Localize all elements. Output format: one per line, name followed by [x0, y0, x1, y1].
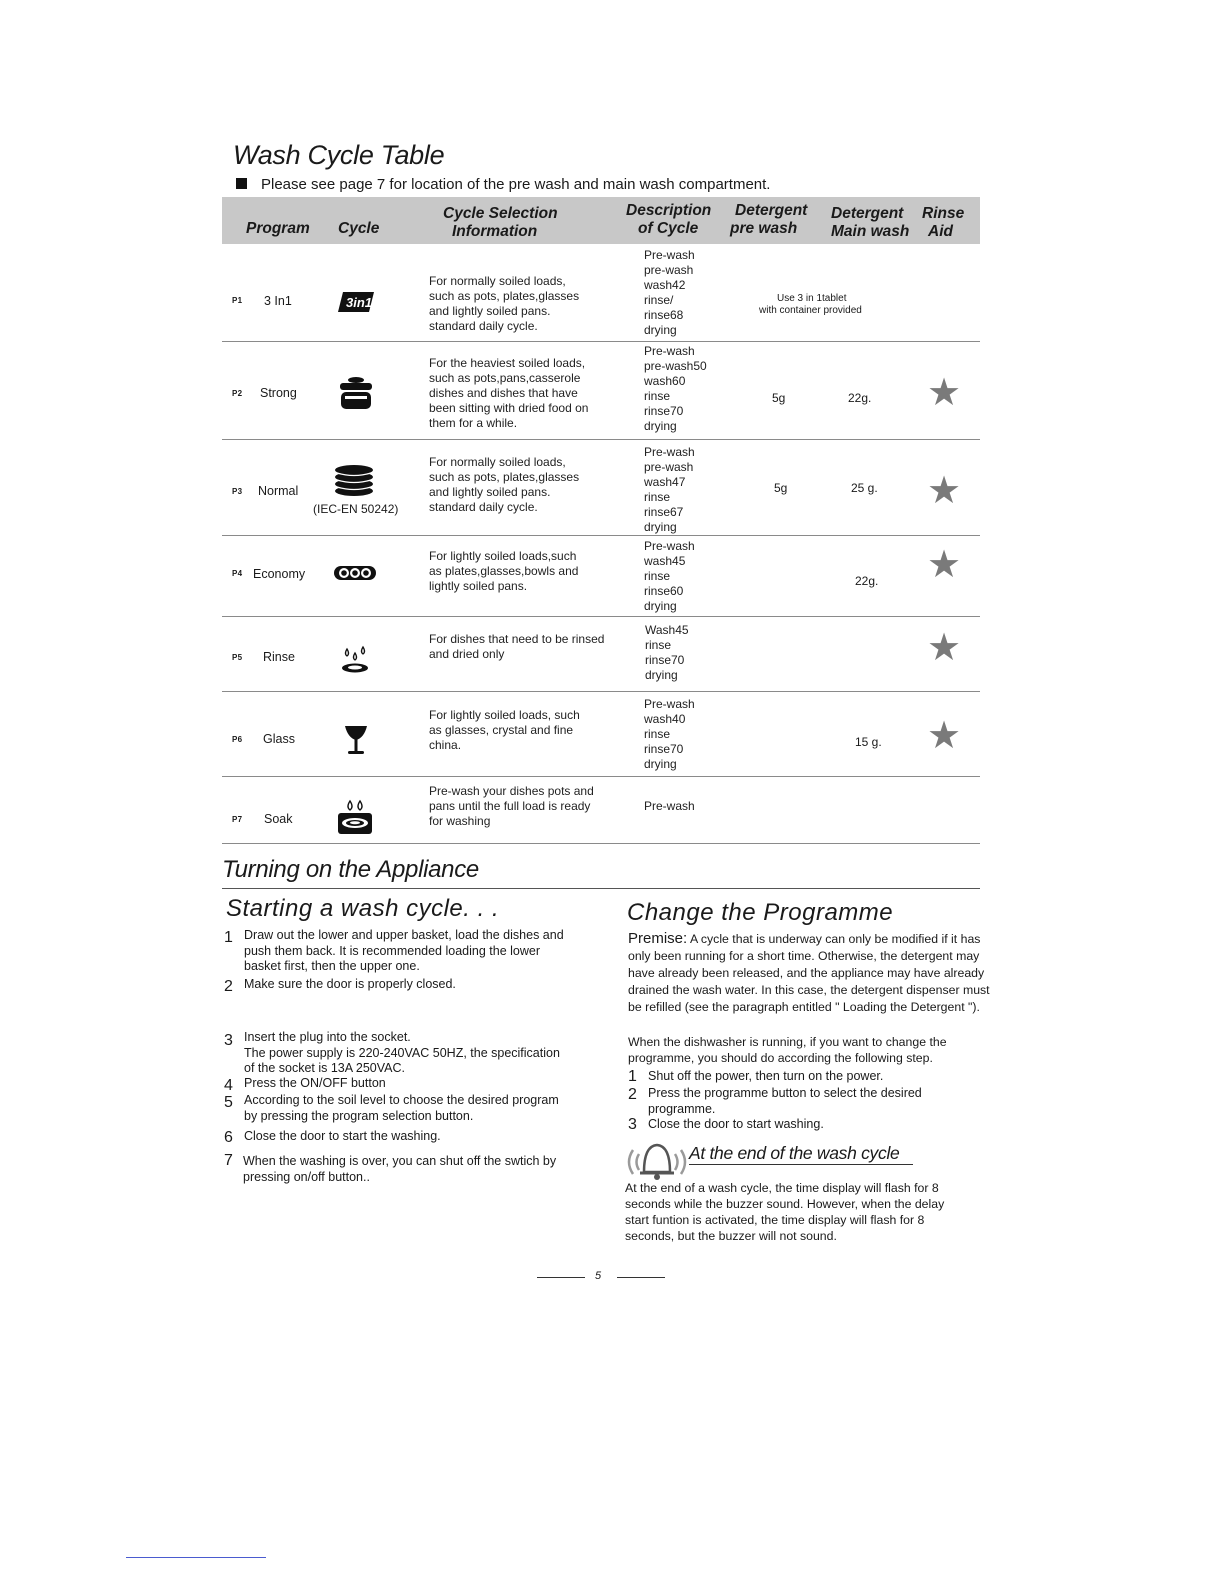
program-name: Economy [253, 567, 306, 581]
table-row-p2 [222, 342, 980, 440]
rinse-aid-star-icon: ★ [927, 544, 962, 586]
step-number: 7 [224, 1152, 233, 1169]
header-main-line1: Detergent [831, 205, 904, 222]
svg-text:3in1: 3in1 [346, 295, 373, 310]
step-text: According to the soil level to choose the desired program by pressing the program selection button. [244, 1093, 559, 1123]
cycle-description: Pre-wash pre-wash wash42 rinse/ rinse68 drying [644, 248, 695, 337]
rinse-aid-star-icon: ★ [927, 627, 962, 669]
step-number: 5 [224, 1094, 233, 1111]
header-main-line2: Main wash [831, 223, 910, 240]
header-info-line1: Cycle Selection [443, 205, 558, 222]
cycle-info: For normally soiled loads, such as pots, plates,glasses and lightly soiled pans. standard daily cycle. [429, 455, 580, 514]
program-code: P4 [232, 569, 243, 578]
detergent-mainwash: 25 g. [851, 481, 878, 495]
rinse-aid-star-icon: ★ [927, 470, 962, 512]
cycle-description: Pre-wash wash40 rinse rinse70 drying [644, 697, 695, 771]
detergent-prewash: 5g [772, 391, 786, 405]
square-bullet-icon [236, 178, 247, 189]
page-title: Wash Cycle Table [233, 140, 445, 170]
end-title-underline [689, 1164, 913, 1165]
header-program: Program [246, 220, 310, 237]
step-text: Close the door to start washing. [648, 1117, 824, 1131]
program-name: 3 In1 [264, 294, 292, 308]
turning-on-section [222, 856, 980, 889]
premise-text: A cycle that is underway can only be modified if it has only been running for a short time. Otherwise, the detergent may have already been released, and the appliance may have already drained the wash water. In this case, the detergent dispenser must be refilled (see the paragraph entitled " Loading the Detergent "). [628, 932, 990, 1014]
cycle-info: For the heaviest soiled loads, such as pots,pans,casserole dishes and dishes that have been sitting with dried food on them for a while. [429, 356, 589, 430]
table-row-p3 [222, 440, 980, 536]
program-code: P1 [232, 296, 243, 305]
program-code: P7 [232, 815, 243, 824]
step-text: Press the programme button to select the desired programme. [648, 1086, 922, 1116]
compartment-note [236, 176, 770, 193]
table-row-p1 [222, 244, 980, 342]
header-desc-line2: of Cycle [638, 220, 699, 237]
table-row-p7 [222, 777, 980, 844]
cycle-info: For dishes that need to be rinsed and dried only [429, 632, 605, 661]
step-number: 2 [224, 978, 233, 995]
table-header [222, 197, 980, 244]
rinse-aid-star-icon: ★ [927, 715, 962, 757]
cycle-description: Pre-wash [644, 799, 695, 813]
step-text: Draw out the lower and upper basket, load the dishes and push them back. It is recommended loading the lower basket first, then the upper one. [244, 928, 564, 973]
step-text: Close the door to start the washing. [244, 1129, 441, 1143]
step-number: 1 [628, 1068, 637, 1085]
step-text: Insert the plug into the socket. The power supply is 220-240VAC 50HZ, the specification of the socket is 13A 250VAC. [244, 1030, 560, 1075]
cycle-info: For normally soiled loads, such as pots, plates,glasses and lightly soiled pans. standard daily cycle. [429, 274, 580, 333]
test-standard: (IEC-EN 50242) [313, 502, 399, 516]
wash-cycle-table [222, 197, 980, 844]
stacked-plates-icon [334, 464, 374, 496]
note-text: Please see page 7 for location of the pre wash and main wash compartment. [261, 176, 771, 193]
cycle-description: Pre-wash wash45 rinse rinse60 drying [644, 539, 695, 613]
header-desc-line1: Description [626, 202, 712, 219]
detergent-mainwash: 22g. [855, 574, 879, 588]
premise-paragraph [628, 930, 1003, 1016]
detergent-mainwash: 22g. [848, 391, 872, 405]
cycle-info: For lightly soiled loads,such as plates,glasses,bowls and lightly soiled pans. [429, 549, 579, 593]
detergent-mainwash: 15 g. [855, 735, 882, 749]
soak-drops-icon [336, 799, 374, 835]
header-prewash-line2: pre wash [730, 220, 798, 237]
program-code: P6 [232, 735, 243, 744]
header-rinse-line2: Aid [928, 223, 953, 240]
rinse-aid-star-icon: ★ [927, 372, 962, 414]
step-text: Shut off the power, then turn on the power. [648, 1069, 884, 1083]
header-info-line2: Information [452, 223, 538, 240]
step-text: Press the ON/OFF button [244, 1076, 386, 1090]
detergent-prewash: 5g [774, 481, 788, 495]
change-instructions: When the dishwasher is running, if you want to change the programme, you should do according the following step. [628, 1035, 947, 1065]
wine-glass-icon [344, 724, 368, 756]
footer-rule-right [617, 1277, 665, 1278]
header-cycle: Cycle [338, 220, 380, 237]
footer-rule-left [537, 1277, 585, 1278]
program-code: P3 [232, 487, 243, 496]
cycle-description: Wash45 rinse rinse70 drying [645, 623, 689, 682]
turning-on-title: Turning on the Appliance [222, 856, 479, 883]
starting-cycle-title: Starting a wash cycle. . . [226, 895, 500, 922]
header-rinse-line1: Rinse [922, 205, 965, 222]
step-number: 4 [224, 1077, 233, 1094]
page-footer [537, 1270, 665, 1286]
step-text: Make sure the door is properly closed. [244, 977, 456, 991]
premise-label: Premise: [628, 930, 688, 947]
step-number: 1 [224, 929, 233, 946]
step-number: 2 [628, 1086, 637, 1103]
table-row-p6 [222, 692, 980, 777]
step-number: 6 [224, 1129, 233, 1146]
end-of-cycle-text: At the end of a wash cycle, the time display will flash for 8 seconds while the buzzer sound. However, when the delay start funtion is activated, the time display will flash for 8 seconds, but the buzzer will not sound. [625, 1181, 945, 1243]
cycle-info: Pre-wash your dishes pots and pans until the full load is ready for washing [429, 784, 594, 828]
program-name: Normal [258, 484, 299, 498]
water-drops-plate-icon [340, 643, 370, 675]
cycle-description: Pre-wash pre-wash50 wash60 rinse rinse70 drying [644, 344, 707, 433]
program-name: Glass [263, 732, 295, 746]
bottom-link-underline [126, 1557, 266, 1558]
program-code: P5 [232, 653, 243, 662]
program-name: Strong [260, 386, 297, 400]
eco-icon [333, 565, 377, 581]
table-row-p5 [222, 617, 980, 692]
cycle-info: For lightly soiled loads, such as glasses, crystal and fine china. [429, 708, 580, 752]
table-row-p4 [222, 536, 980, 617]
program-code: P2 [232, 389, 243, 398]
cycle-description: Pre-wash pre-wash wash47 rinse rinse67 drying [644, 445, 695, 534]
step-text: When the washing is over, you can shut off the swtich by pressing on/off button.. [243, 1154, 557, 1184]
header-prewash-line1: Detergent [735, 202, 808, 219]
end-of-cycle-title: At the end of the wash cycle [689, 1143, 900, 1163]
change-programme-title: Change the Programme [627, 899, 894, 926]
pot-icon [338, 376, 374, 410]
program-name: Soak [264, 812, 293, 826]
3in1-tablet-icon [337, 291, 375, 313]
page-number: 5 [595, 1270, 602, 1282]
tablet-note-line2: with container provided [759, 305, 862, 316]
program-name: Rinse [263, 650, 295, 664]
step-number: 3 [628, 1116, 637, 1133]
tablet-note-line1: Use 3 in 1tablet [777, 293, 847, 304]
step-number: 3 [224, 1032, 233, 1049]
